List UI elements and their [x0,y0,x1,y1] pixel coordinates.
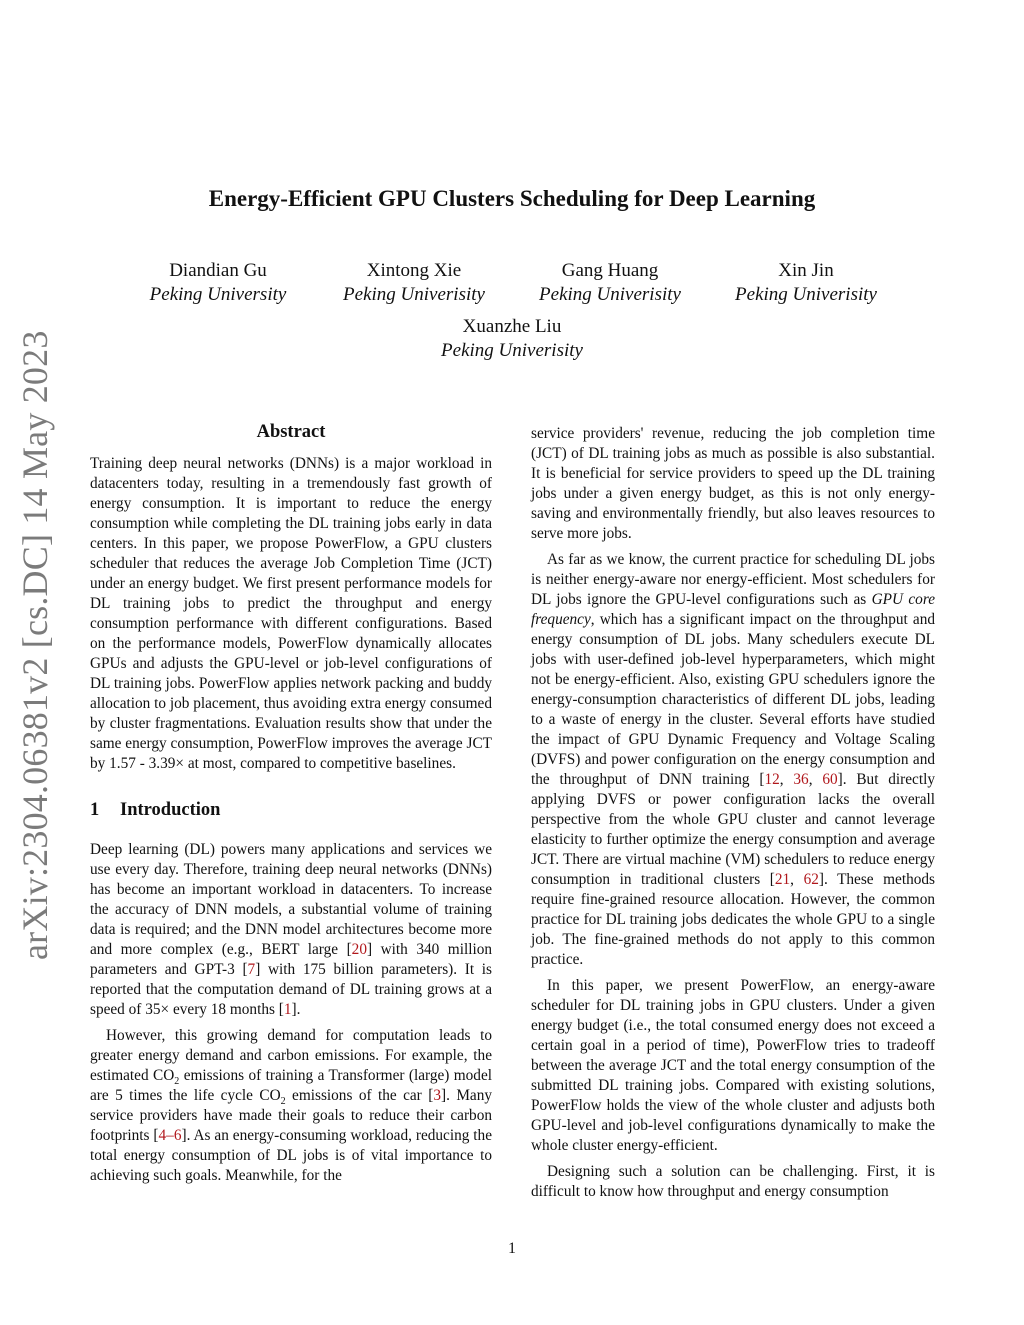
section-title: Introduction [120,800,221,820]
abstract-text: Training deep neural networks (DNNs) is a major workload in datacenters today, resulting in a tremendously fast growth of energy consumption. It is important to reduce the energy consumption while completing the DL training jobs early in data centers. In this paper, we propose PowerFlow, a GPU clusters scheduler that reduces the average Job Completion Time (JCT) under an energy budget. We first present performance models for DL training jobs to predict the throughput and energy consumption performance with different configurations. Based on the performance models, PowerFlow dynamically allocates GPUs and adjusts the GPU-level or job-level configurations of DL training jobs. PowerFlow applies network packing and buddy allocation to job placement, thus avoiding extra energy consumed by cluster fragmentations. Evaluation results show that under the same energy consumption, PowerFlow improves the average JCT by 1.57 - 3.39× at most, compared to competitive baselines. [90,455,492,772]
intro-paragraph: However, this growing demand for computation leads to greater energy demand and carbon emissions. For example, the estimated $CO_2$ emissions of training a Transformer (large) model are 5 times the life cycle $CO_2$ emissions of the car [3]. Many service providers have made their goals to reduce their carbon footprints [4–6]. As an energy-consuming workload, reducing the total energy consumption of DL jobs is of vital importance to achieving such goals. Meanwhile, for the [90,1027,493,1184]
intro-paragraph: service providers' revenue, reducing the job completion time (JCT) of DL training jobs as much as possible is also substantial. It is beneficial for service providers to speed up the DL training jobs under a given energy budget, as this is not only energy-saving and environmentally friendly, but also leaves resources to serve more jobs. [531,425,935,542]
author-name: Xintong Xie [366,260,462,281]
intro-paragraph: Designing such a solution can be challenging. First, it is difficult to know how throughput and energy consumption [531,1163,935,1200]
citation-link[interactable]: 3 [433,1087,441,1104]
author-row [120,315,904,363]
author-affiliation: Peking Univerisity [343,284,485,305]
section-number: 1 [90,800,100,820]
author [512,259,708,307]
arxiv-side-stamp: arXiv:2304.06381v2 [cs.DC] 14 May 2023 [15,330,55,960]
citation-link[interactable]: 7 [247,961,256,978]
section-heading [90,798,492,822]
intro-paragraph: As far as we know, the current practice for scheduling DL jobs is neither energy-aware nor energy-efficient. Most schedulers for DL jobs ignore the GPU-level configurations such as GPU core frequency, which has a significant impact on the throughput and energy consumption of DL jobs. Many schedulers execute DL jobs with user-defined job-level hyperparameters, which might not be energy-efficient. Also, existing GPU schedulers ignore the energy-consumption characteristics of different DL jobs, leading to a waste of energy in the cluster. Several efforts have studied the impact of GPU Dynamic Frequency and Voltage Scaling (DVFS) and power configuration on the energy consumption and the throughput of DNN training [12, 36, 60]. But directly applying DVFS or power configuration lacks the overall perspective from the whole GPU cluster and cannot leverage elasticity to further optimize the energy consumption and average JCT. There are virtual machine (VM) schedulers to reduce energy consumption in traditional clusters [21, 62]. These methods require fine-grained resource allocation. However, the common practice for DL training jobs dedicates the whole GPU to a single job. The fine-grained methods do not apply to this common practice. [531,551,936,968]
author [120,259,316,307]
abstract-heading: Abstract [256,422,326,442]
citation-link[interactable]: 36 [793,771,809,788]
author-affiliation: Peking Univerisity [735,284,877,305]
author-name: Gang Huang [561,260,659,281]
author-name: Diandian Gu [169,260,267,281]
citation-link[interactable]: 62 [803,871,819,888]
page-number: 1 [508,1240,516,1257]
citation-link[interactable]: 21 [774,871,791,888]
author-name: Xin Jin [778,260,834,281]
left-column [90,420,492,1186]
author [414,315,610,363]
citation-link[interactable]: 1 [283,1001,292,1018]
author-affiliation: Peking University [149,284,287,305]
right-column [531,424,935,1202]
citation-link[interactable]: 20 [351,941,367,958]
author-block [120,259,904,363]
author [316,259,512,307]
citation-link[interactable]: 60 [822,771,838,788]
author-row [120,259,904,307]
author [708,259,904,307]
author-affiliation: Peking Univerisity [441,340,583,361]
paper-title: Energy-Efficient GPU Clusters Scheduling for Deep Learning [208,186,816,211]
intro-paragraph: Deep learning (DL) powers many applications and services we use every day. Therefore, training deep neural networks (DNNs) has become an important workload in datacenters. To increase the accuracy of DNN models, a substantial volume of training data is required; and the DNN model architectures become more and more complex (e.g., BERT large [20] with 340 million parameters and GPT-3 [7] with 175 billion parameters). It is reported that the computation demand of DL training grows at a speed of 35× every 18 months [1]. [90,841,492,1018]
citation-link[interactable]: 12 [764,771,780,788]
author-name: Xuanzhe Liu [462,316,562,337]
author-affiliation: Peking Univerisity [539,284,681,305]
intro-paragraph: In this paper, we present PowerFlow, an energy-aware scheduler for DL training jobs in GPU clusters. Under a given energy budget (i.e., the total consumed energy does not exceed a certain goal in a period of time), PowerFlow tries to tradeoff between the average JCT and the total energy consumption of the submitted DL training jobs. Compared with existing solutions, PowerFlow holds the view of the whole cluster and adjusts both GPU-level and job-level configurations dynamically to make the whole cluster energy-efficient. [531,977,935,1154]
citation-link[interactable]: 4–6 [158,1127,182,1144]
